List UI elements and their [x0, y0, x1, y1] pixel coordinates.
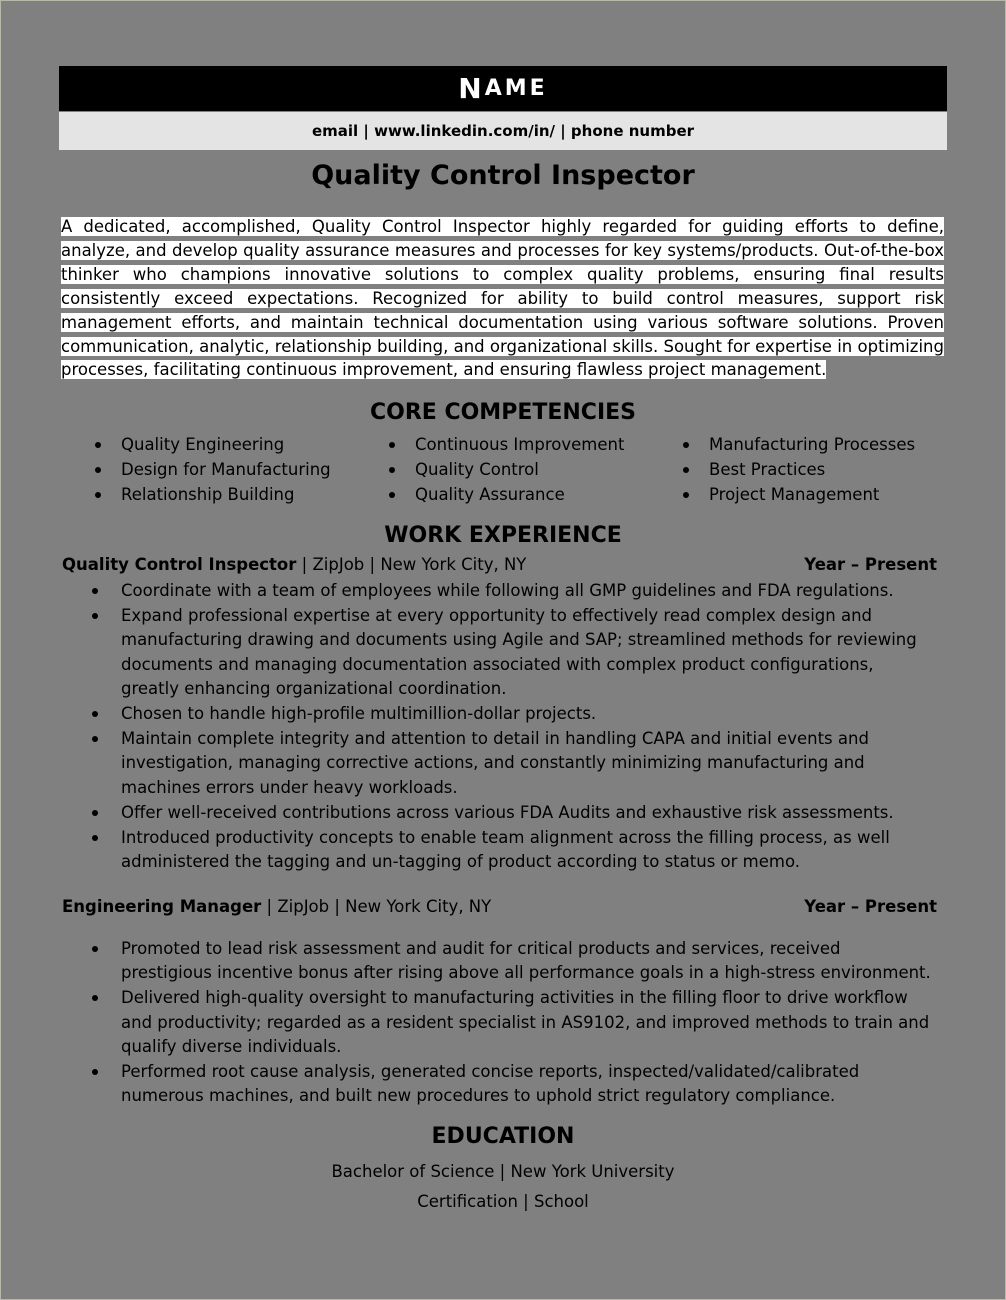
- job-role: Quality Control Inspector: [62, 555, 297, 574]
- bullet-item: Chosen to handle high-profile multimillion-dollar projects.: [92, 702, 932, 726]
- competency-item: Quality Control: [386, 457, 624, 482]
- bullet-item: Promoted to lead risk assessment and audit for critical products and services, received prestigious incentive bonus after rising above all performance goals in a high-stress environment.: [92, 937, 932, 985]
- name-initial: N: [458, 72, 485, 105]
- competency-item: Best Practices: [680, 457, 915, 482]
- competencies-column-2: [386, 432, 624, 507]
- experience-heading: WORK EXPERIENCE: [384, 523, 622, 548]
- summary-paragraph: [61, 215, 944, 382]
- competency-item: Quality Assurance: [386, 482, 624, 507]
- job-role: Engineering Manager: [62, 897, 262, 916]
- bullet-item: Coordinate with a team of employees while following all GMP guidelines and FDA regulations.: [92, 579, 932, 603]
- competencies-column-3: [680, 432, 915, 507]
- education-line: Bachelor of Science | New York University: [331, 1162, 675, 1181]
- name-rest: AME: [484, 76, 548, 101]
- name-banner: [59, 66, 947, 111]
- competencies-column-1: [92, 432, 331, 507]
- bullet-item: Introduced productivity concepts to enable team alignment across the filling process, as well administered the tagging and un-tagging of product according to status or memo.: [92, 826, 932, 874]
- bullet-item: Performed root cause analysis, generated concise reports, inspected/validated/calibrated numerous machines, and built new procedures to uphold strict regulatory compliance.: [92, 1060, 932, 1108]
- competencies-heading: CORE COMPETENCIES: [369, 400, 637, 425]
- bullet-item: Maintain complete integrity and attention to detail in handling CAPA and initial events and investigation, managing corrective actions, and constantly minimizing manufacturing and machines errors under heavy workloads.: [92, 727, 932, 800]
- competency-item: Relationship Building: [92, 482, 331, 507]
- competency-item: Project Management: [680, 482, 915, 507]
- resume-title: Quality Control Inspector: [311, 160, 695, 191]
- bullet-item: Delivered high-quality oversight to manufacturing activities in the filling floor to drive workflow and productivity; regarded as a resident specialist in AS9102, and improved methods to train and qualify diverse individuals.: [92, 986, 932, 1059]
- education-line: Certification | School: [417, 1192, 589, 1211]
- education-heading: EDUCATION: [431, 1124, 575, 1149]
- bullet-item: Expand professional expertise at every opportunity to effectively read complex design and manufacturing drawing and documents using Agile and SAP; streamlined methods for reviewing documents and managing documentation associated with complex product configurations, greatly enhancing organizational coordination.: [92, 604, 932, 701]
- job-dates: Year – Present: [804, 555, 937, 574]
- job-details: | ZipJob | New York City, NY: [261, 897, 492, 916]
- competency-item: Design for Manufacturing: [92, 457, 331, 482]
- competency-item: Manufacturing Processes: [680, 432, 915, 457]
- job-header: [62, 553, 937, 577]
- competency-item: Quality Engineering: [92, 432, 331, 457]
- job-details: | ZipJob | New York City, NY: [296, 555, 527, 574]
- job-header: [62, 895, 937, 919]
- job-dates: Year – Present: [804, 897, 937, 916]
- bullet-item: Offer well-received contributions across various FDA Audits and exhaustive risk assessments.: [92, 801, 932, 825]
- summary-text: A dedicated, accomplished, Quality Control Inspector highly regarded for guiding efforts to define, analyze, and develop quality assurance measures and processes for key systems/products. Out-of-the-box thinker who champions innovative solutions to complex quality problems, ensuring final results consistently exceed expectations. Recognized for ability to build control measures, support risk management efforts, and maintain technical documentation using various software solutions. Proven communication, analytic, relationship building, and organizational skills. Sought for expertise in optimizing processes, facilitating continuous improvement, and ensuring flawless project management.: [61, 217, 944, 380]
- competency-item: Continuous Improvement: [386, 432, 624, 457]
- job-bullets: [92, 579, 932, 875]
- job-bullets: [92, 937, 932, 1109]
- contact-line: email | www.linkedin.com/in/ | phone number: [59, 112, 947, 150]
